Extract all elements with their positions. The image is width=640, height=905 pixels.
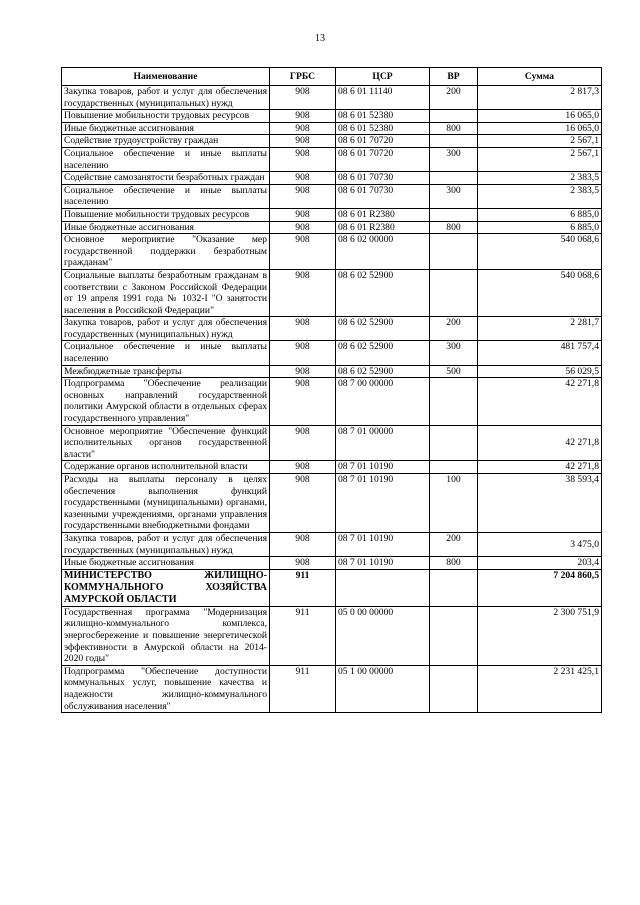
cell-sum: 481 757,4 (478, 341, 602, 365)
header-name: Наименование (62, 68, 270, 86)
cell-name: Основное мероприятие "Обеспечение функций исполнительных органов государственной власти" (62, 425, 270, 461)
cell-grbs: 908 (270, 221, 336, 234)
cell-grbs: 911 (270, 606, 336, 665)
cell-sum: 7 204 860,5 (478, 569, 602, 606)
cell-name: Закупка товаров, работ и услуг для обеспечения государственных (муниципальных) нужд (62, 532, 270, 556)
table-row (62, 606, 602, 665)
cell-vr: 200 (430, 532, 478, 556)
cell-name: Иные бюджетные ассигнования (62, 221, 270, 234)
cell-vr: 300 (430, 147, 478, 171)
cell-sum: 38 593,4 (478, 474, 602, 533)
header-sum: Сумма (478, 68, 602, 86)
cell-vr: 300 (430, 184, 478, 208)
cell-csr: 08 7 01 00000 (336, 425, 430, 461)
cell-sum: 203,4 (478, 557, 602, 570)
cell-csr: 08 6 02 52900 (336, 269, 430, 316)
cell-vr: 800 (430, 221, 478, 234)
table-row (62, 341, 602, 365)
table-row (62, 147, 602, 171)
cell-csr: 08 6 01 70720 (336, 135, 430, 148)
cell-sum: 16 065,0 (478, 122, 602, 135)
cell-grbs: 908 (270, 532, 336, 556)
cell-grbs: 908 (270, 147, 336, 171)
cell-grbs: 911 (270, 665, 336, 712)
cell-grbs: 908 (270, 86, 336, 110)
cell-sum: 2 231 425,1 (478, 665, 602, 712)
cell-csr: 08 7 01 10190 (336, 557, 430, 570)
cell-vr (430, 665, 478, 712)
cell-vr: 800 (430, 557, 478, 570)
cell-sum: 56 029,5 (478, 365, 602, 378)
cell-name: МИНИСТЕРСТВО ЖИЛИЩНО-КОММУНАЛЬНОГО ХОЗЯЙСТВА АМУРСКОЙ ОБЛАСТИ (62, 569, 270, 606)
cell-name: Повышение мобильности трудовых ресурсов (62, 208, 270, 221)
cell-name: Социальные выплаты безработным гражданам в соответствии с Законом Российской Федерации от 19 апреля 1991 года № 1032-I "О занятости населения в Российской Федерации" (62, 269, 270, 316)
cell-sum: 2 300 751,9 (478, 606, 602, 665)
cell-vr: 100 (430, 474, 478, 533)
table-row (62, 208, 602, 221)
cell-grbs: 908 (270, 184, 336, 208)
cell-sum: 6 885,0 (478, 221, 602, 234)
cell-vr (430, 208, 478, 221)
cell-vr (430, 110, 478, 123)
cell-name: Социальное обеспечение и иные выплаты населению (62, 341, 270, 365)
cell-csr: 08 6 02 00000 (336, 234, 430, 270)
cell-vr (430, 269, 478, 316)
cell-sum: 2 817,3 (478, 86, 602, 110)
cell-vr (430, 135, 478, 148)
cell-name: Расходы на выплаты персоналу в целях обеспечения выполнения функций государственными (муниципальными) органами, казенными учреждениями, органами управления государственными внебюджетными фондами (62, 474, 270, 533)
header-csr: ЦСР (336, 68, 430, 86)
cell-vr (430, 378, 478, 425)
table-row (62, 221, 602, 234)
cell-name: Социальное обеспечение и иные выплаты населению (62, 147, 270, 171)
cell-csr: 08 6 01 R2380 (336, 221, 430, 234)
cell-vr: 500 (430, 365, 478, 378)
cell-sum: 540 068,6 (478, 269, 602, 316)
cell-name: Государственная программа "Модернизация жилищно-коммунального комплекса, энергосбережение и повышение энергетической эффективности в Амурской области на 2014-2020 годы" (62, 606, 270, 665)
cell-name: Закупка товаров, работ и услуг для обеспечения государственных (муниципальных) нужд (62, 86, 270, 110)
cell-grbs: 908 (270, 425, 336, 461)
cell-vr (430, 569, 478, 606)
table-row (62, 234, 602, 270)
cell-csr (336, 569, 430, 606)
cell-grbs: 908 (270, 172, 336, 185)
cell-vr (430, 425, 478, 461)
cell-grbs: 908 (270, 557, 336, 570)
cell-name: Содержание органов исполнительной власти (62, 461, 270, 474)
header-grbs: ГРБС (270, 68, 336, 86)
cell-csr: 08 6 01 52380 (336, 110, 430, 123)
table-row (62, 665, 602, 712)
cell-sum: 2 567,1 (478, 147, 602, 171)
cell-name: Содействие трудоустройству граждан (62, 135, 270, 148)
cell-name: Содействие самозанятости безработных граждан (62, 172, 270, 185)
cell-sum: 42 271,8 (478, 378, 602, 425)
cell-vr: 200 (430, 317, 478, 341)
cell-sum: 2 383,5 (478, 184, 602, 208)
table-row (62, 425, 602, 461)
table-body (62, 86, 602, 713)
cell-sum: 540 068,6 (478, 234, 602, 270)
cell-vr (430, 172, 478, 185)
table-row (62, 474, 602, 533)
cell-name: Подпрограмма "Обеспечение доступности коммунальных услуг, повышение качества и надежности жилищно-коммунального обслуживания населения" (62, 665, 270, 712)
cell-csr: 08 6 01 52380 (336, 122, 430, 135)
table-header-row (62, 68, 602, 86)
cell-vr: 800 (430, 122, 478, 135)
cell-grbs: 908 (270, 110, 336, 123)
cell-sum: 2 281,7 (478, 317, 602, 341)
cell-grbs: 908 (270, 365, 336, 378)
cell-csr: 08 7 01 10190 (336, 474, 430, 533)
cell-csr: 08 6 01 R2380 (336, 208, 430, 221)
table-row (62, 532, 602, 556)
cell-sum: 2 383,5 (478, 172, 602, 185)
table-row (62, 184, 602, 208)
table-row (62, 86, 602, 110)
cell-csr: 08 7 01 10190 (336, 461, 430, 474)
cell-csr: 08 6 01 70720 (336, 147, 430, 171)
cell-name: Межбюджетные трансферты (62, 365, 270, 378)
cell-grbs: 908 (270, 474, 336, 533)
cell-vr (430, 606, 478, 665)
cell-grbs: 908 (270, 208, 336, 221)
table-row (62, 135, 602, 148)
table-row (62, 317, 602, 341)
cell-csr: 08 6 02 52900 (336, 341, 430, 365)
table-row (62, 378, 602, 425)
table-row (62, 365, 602, 378)
cell-csr: 05 1 00 00000 (336, 665, 430, 712)
cell-name: Повышение мобильности трудовых ресурсов (62, 110, 270, 123)
cell-csr: 05 0 00 00000 (336, 606, 430, 665)
cell-vr: 300 (430, 341, 478, 365)
cell-grbs: 908 (270, 461, 336, 474)
cell-name: Подпрограмма "Обеспечение реализации основных направлений государственной политики Амурской области в отдельных сферах государственного управления" (62, 378, 270, 425)
table-row (62, 569, 602, 606)
cell-sum: 2 567,1 (478, 135, 602, 148)
cell-grbs: 908 (270, 269, 336, 316)
cell-sum: 42 271,8 (478, 461, 602, 474)
cell-name: Социальное обеспечение и иные выплаты населению (62, 184, 270, 208)
table-row (62, 557, 602, 570)
cell-vr (430, 461, 478, 474)
cell-csr: 08 7 00 00000 (336, 378, 430, 425)
cell-csr: 08 6 02 52900 (336, 317, 430, 341)
page-number: 13 (315, 33, 325, 44)
cell-name: Закупка товаров, работ и услуг для обеспечения государственных (муниципальных) нужд (62, 317, 270, 341)
budget-table (61, 67, 602, 713)
cell-sum: 6 885,0 (478, 208, 602, 221)
cell-grbs: 908 (270, 317, 336, 341)
cell-sum: 16 065,0 (478, 110, 602, 123)
cell-vr: 200 (430, 86, 478, 110)
header-vr: ВР (430, 68, 478, 86)
cell-vr (430, 234, 478, 270)
cell-grbs: 908 (270, 122, 336, 135)
table-row (62, 269, 602, 316)
cell-csr: 08 7 01 10190 (336, 532, 430, 556)
cell-name: Иные бюджетные ассигнования (62, 557, 270, 570)
cell-csr: 08 6 02 52900 (336, 365, 430, 378)
cell-name: Основное мероприятие "Оказание мер государственной поддержки безработным гражданам" (62, 234, 270, 270)
cell-sum: 42 271,8 (478, 425, 602, 461)
table-row (62, 461, 602, 474)
cell-grbs: 908 (270, 135, 336, 148)
cell-grbs: 908 (270, 378, 336, 425)
cell-grbs: 908 (270, 341, 336, 365)
cell-grbs: 908 (270, 234, 336, 270)
cell-name: Иные бюджетные ассигнования (62, 122, 270, 135)
table-row (62, 110, 602, 123)
cell-grbs: 911 (270, 569, 336, 606)
cell-csr: 08 6 01 70730 (336, 184, 430, 208)
table-row (62, 172, 602, 185)
cell-sum: 3 475,0 (478, 532, 602, 556)
table-row (62, 122, 602, 135)
cell-csr: 08 6 01 70730 (336, 172, 430, 185)
cell-csr: 08 6 01 11140 (336, 86, 430, 110)
